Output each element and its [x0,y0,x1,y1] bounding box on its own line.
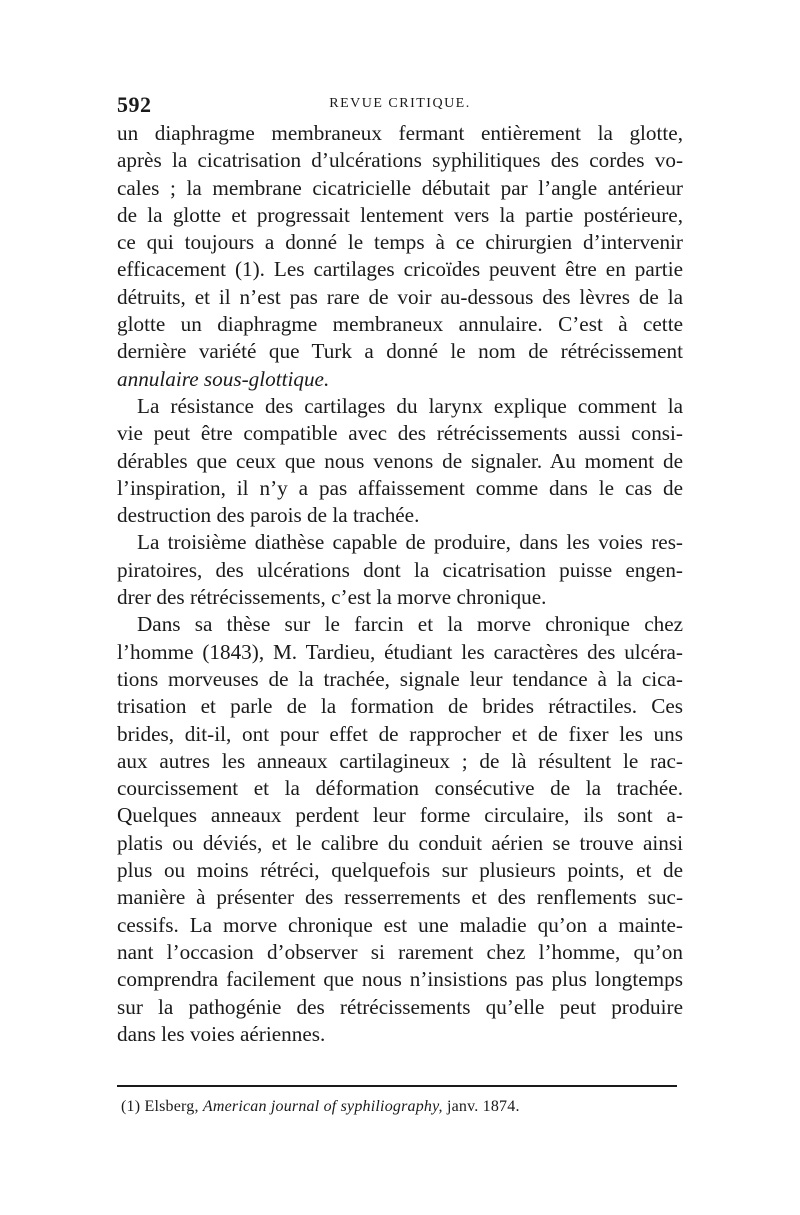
text-line: platis ou déviés, et le calibre du conduit aérien se trouve ainsi [117,830,683,855]
text-line: tions morveuses de la trachée, signale leur tendance à la cica- [117,666,683,691]
text-line: un diaphragme membraneux fermant entièrement la glotte, [117,121,683,145]
text-line: courcissement et la déformation consécutive de la trachée. [117,776,683,801]
text-line: piratoires, des ulcérations dont la cicatrisation puisse engen- [117,557,683,582]
text-line: vie peut être compatible avec des rétrécissements aussi consi- [117,421,683,446]
text-line: l’homme (1843), M. Tardieu, étudiant les caractères des ulcéra- [117,639,683,664]
text-line: dans les voies aériennes. [117,1021,326,1046]
running-title: REVUE CRITIQUE. [329,96,471,111]
text-line: après la cicatrisation d’ulcérations syphilitiques des cordes vo- [117,148,683,173]
footnote-date: janv. 1874. [446,1098,520,1115]
text-line: brides, dit-il, ont pour effet de rapprocher et de fixer les uns [117,721,683,746]
paragraph-start: La troisième diathèse capable de produire, dans les voies res- [137,530,683,555]
text-line: manière à présenter des resserrements et des renflements suc- [117,885,683,910]
text-line: drer des rétrécissements, c’est la morve chronique. [117,585,547,610]
text-line: de la glotte et progressait lentement vers la partie postérieure, [117,202,683,227]
text-line: cales ; la membrane cicatricielle débutait par l’angle antérieur [117,175,683,200]
text-line: dérables que ceux que nous venons de signaler. Au moment de [117,448,683,473]
text-line: efficacement (1). Les cartilages cricoïdes peuvent être en partie [117,257,683,282]
text-line: détruits, et il n’est pas rare de voir au-dessous des lèvres de la [117,284,683,309]
text-line: aux autres les anneaux cartilagineux ; de là résultent le rac- [117,748,683,773]
text-line: plus ou moins rétréci, quelquefois sur plusieurs points, et de [117,858,683,883]
text-line: nant l’occasion d’observer si rarement chez l’homme, qu’on [117,939,683,964]
paragraph-start: Dans sa thèse sur le farcin et la morve chronique chez [137,612,683,637]
footnote [121,1098,520,1116]
text-line: dernière variété que Turk a donné le nom de rétrécissement [117,339,683,364]
text-line: l’inspiration, il n’y a pas affaissement comme dans le cas de [117,475,683,500]
body-text [117,120,683,1048]
text-line: trisation et parle de la formation de brides rétractiles. Ces [117,694,683,719]
text-line: sur la pathogénie des rétrécissements qu’elle peut produire [117,994,683,1019]
text-line: destruction des parois de la trachée. [117,503,420,528]
page-number: 592 [117,92,152,117]
text-line-italic: annulaire sous-glottique. [117,366,330,391]
page-header [117,92,683,122]
footnote-author: Elsberg, [144,1098,199,1115]
footnote-marker: (1) [121,1098,141,1115]
text-line: comprendra facilement que nous n’insistions pas plus longtemps [117,967,683,992]
text-line: cessifs. La morve chronique est une maladie qu’on a mainte- [117,912,683,937]
footnote-journal: American journal of syphiliography, [202,1098,443,1115]
footnote-rule [117,1085,677,1087]
text-line: Quelques anneaux perdent leur forme circulaire, ils sont a- [117,803,683,828]
paragraph-start: La résistance des cartilages du larynx explique comment la [137,393,683,418]
text-line: glotte un diaphragme membraneux annulaire. C’est à cette [117,312,683,337]
text-line: ce qui toujours a donné le temps à ce chirurgien d’intervenir [117,230,683,255]
